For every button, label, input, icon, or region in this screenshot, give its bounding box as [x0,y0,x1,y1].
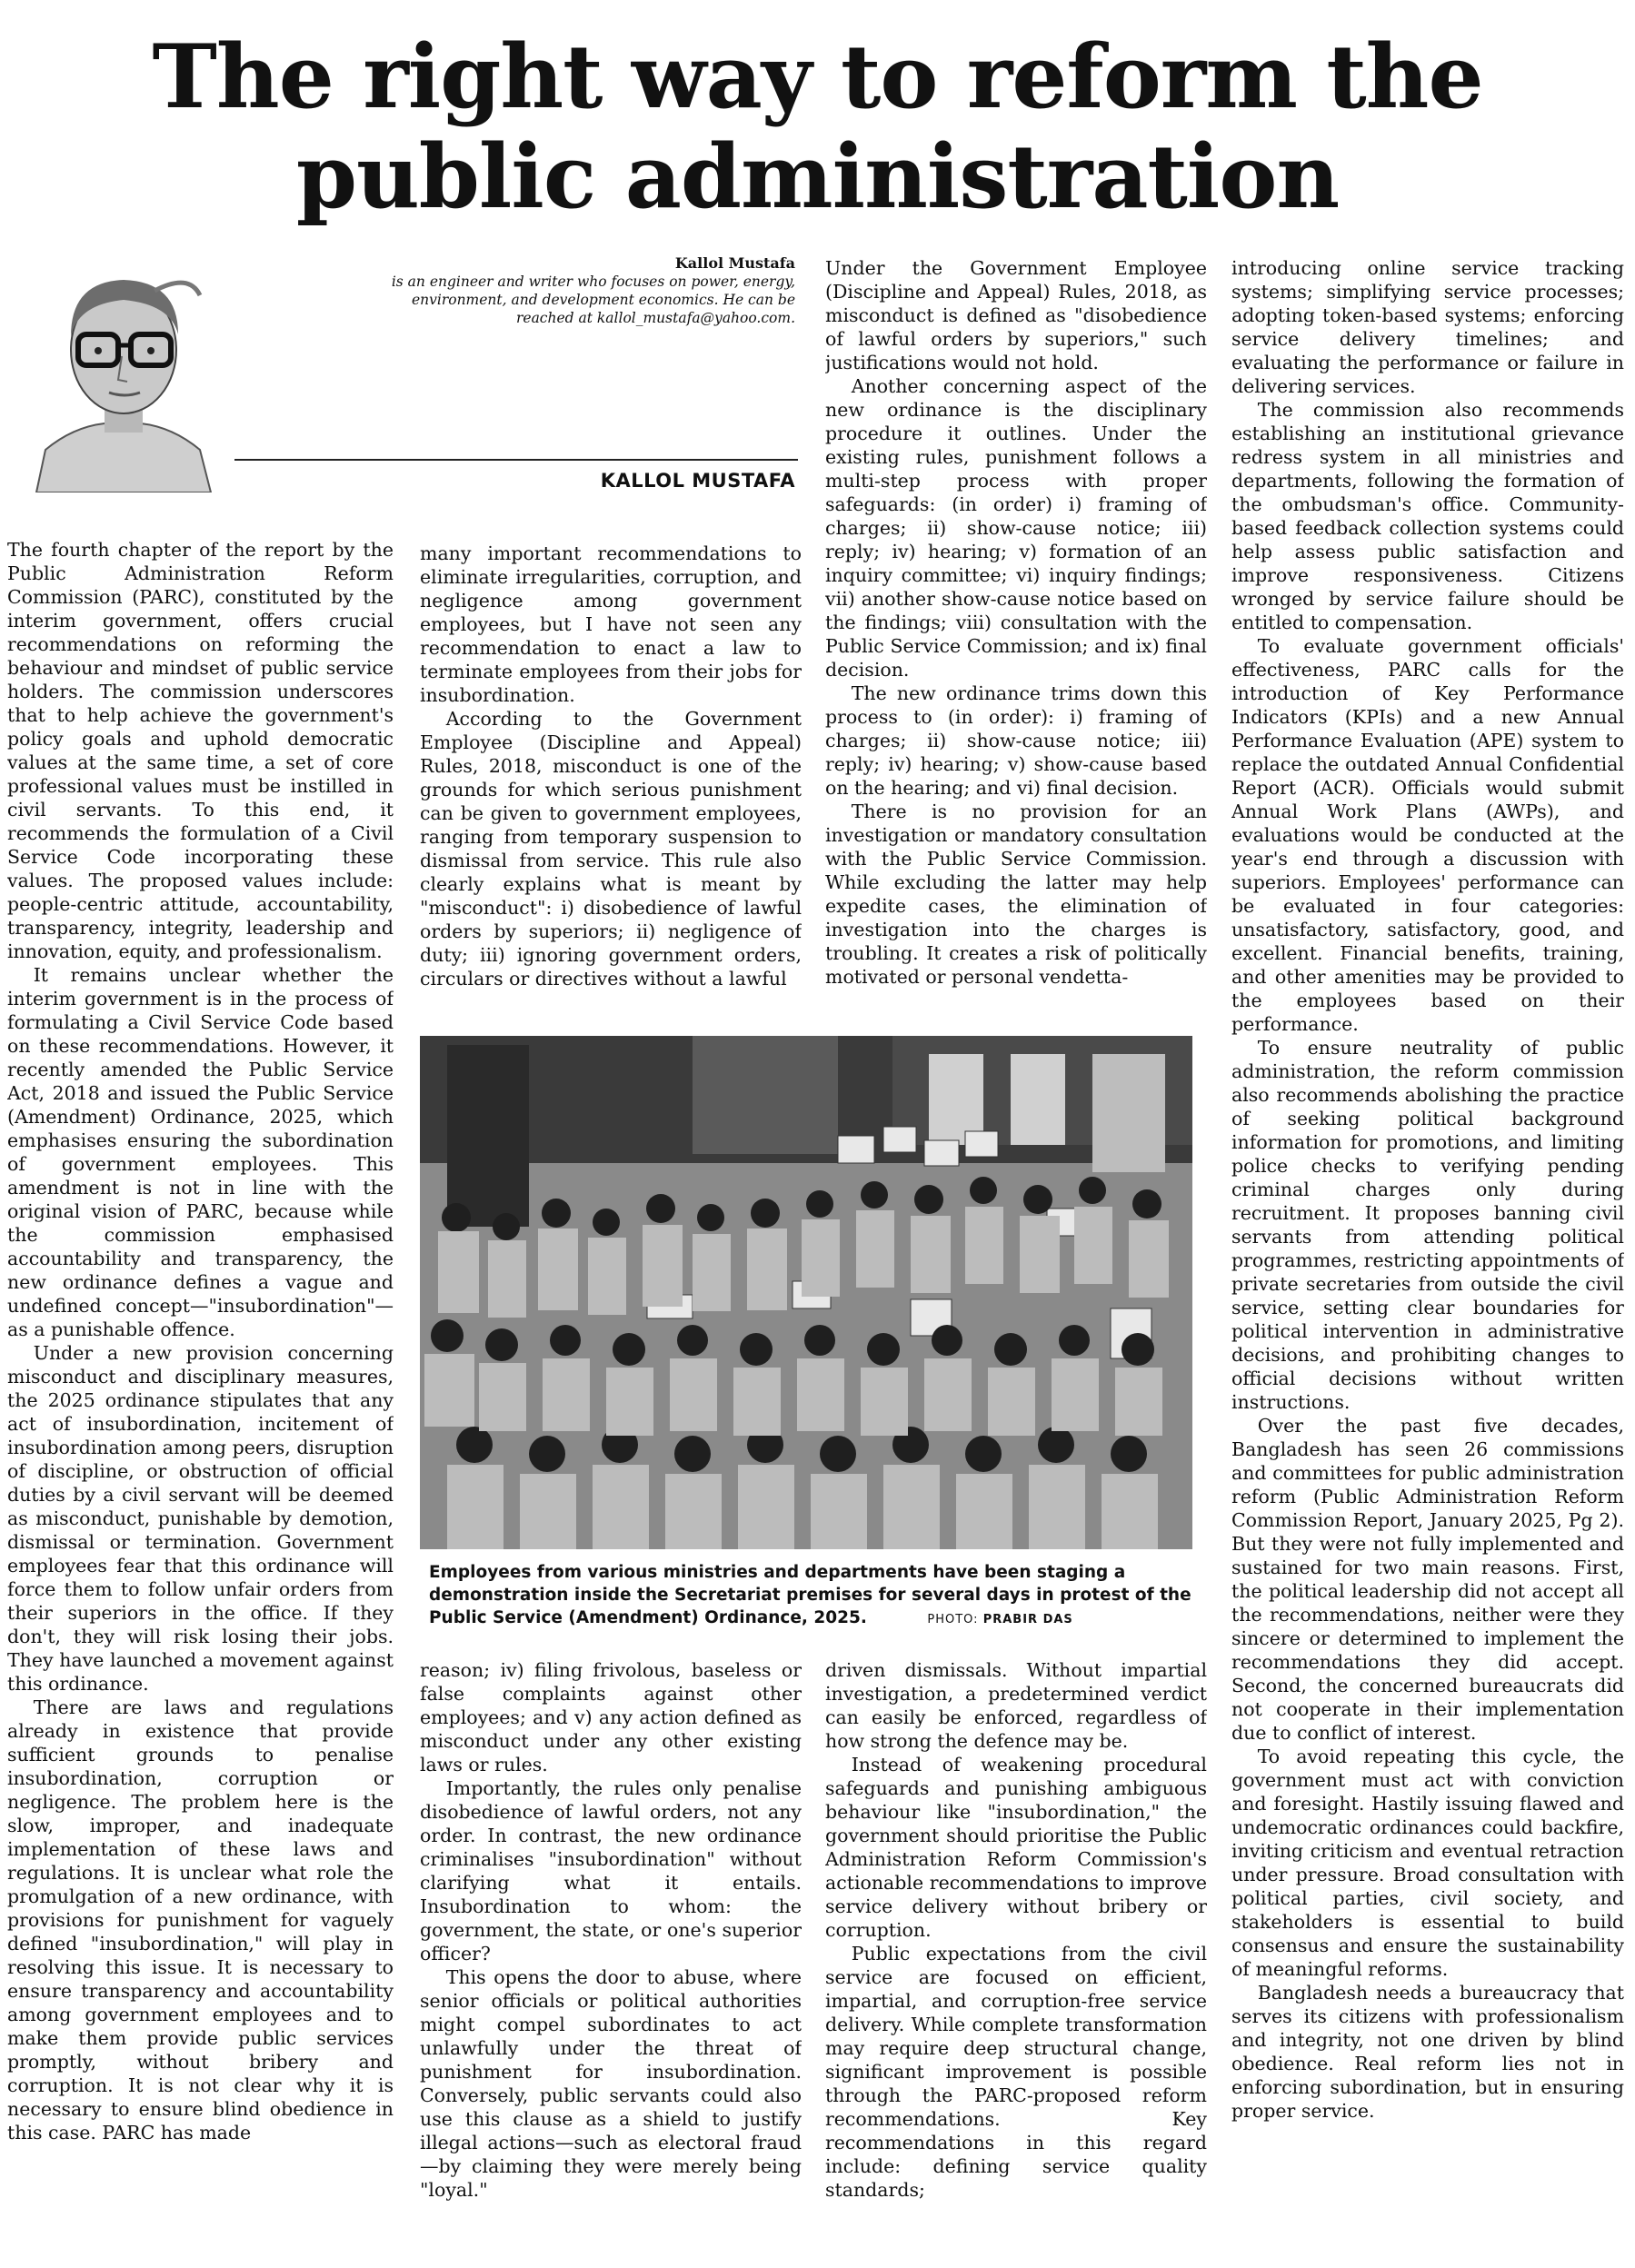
paragraph: introducing online service tracking systems; simplifying service processes; adopting token-based systems; enforcing service delivery timelines; and evaluating the performance or failure in delivering services. [1231,257,1624,397]
photo-caption [429,1561,1192,1631]
column-4 [1231,256,1624,2260]
paragraph: many important recommendations to eliminate irregularities, corruption, and negligence among government employees, but I have not seen any recommendation to enact a law to terminate employees from their jobs for insubordination. [420,542,802,706]
paragraph: The new ordinance trims down this process to (in order): i) framing of charges; ii) show-cause notice; iii) reply; iv) hearing; v) show-cause based on the hearing; and vi) final decision. [825,682,1207,799]
author-portrait [18,254,227,492]
headline: The right way to reform the public administration [152,25,1483,228]
paragraph: Importantly, the rules only penalise disobedience of lawful orders, not any order. In contrast, the new ordinance criminalises "insubordination" without clarifying what it entails. Insubordination to whom: the government, the state, or one's superior officer? [420,1777,802,1965]
paragraph: reason; iv) filing frivolous, baseless or false complaints against other employees; and v) any action defined as misconduct under any other existing laws or rules. [420,1659,802,1776]
column-2-top [420,542,802,1019]
credit-name: PRABIR DAS [982,1613,1073,1626]
column-1 [7,538,394,2255]
paragraph: Public expectations from the civil service are focused on efficient, impartial, and corruption-free service delivery. While complete transformation may require deep structural change, significant improvement is possible through the PARC-proposed reform recommendations. Key recommendations in this regard include: defining service quality standards; [825,1943,1207,2201]
caption-text: Employees from various ministries and departments have been staging a demonstration inside the Secretariat premises for several days in protest of the Public Service (Amendment) Ordinance, 2025. [429,1563,1191,1627]
paragraph: Bangladesh needs a bureaucracy that serves its citizens with professionalism and integrity, not one driven by blind obedience. Real reform lies not in enforcing subordination, but in ensuring proper service. [1231,1982,1624,2122]
column-3-bottom [825,1658,1207,2258]
byline: KALLOL MUSTAFA [600,470,795,492]
paragraph: Over the past five decades, Bangladesh has seen 26 commissions and committees for public administration reform (Public Administration Reform Commission Report, January 2025, Pg 2). But they were not fully implemented and sustained for two main reasons. First, the political leadership did not accept all the recommendations, neither were they sincere or determined to implement the recommendations they did accept. Second, the concerned bureaucrats did not cooperate in their implementation due to conflict of interest. [1231,1415,1624,1744]
paragraph: driven dismissals. Without impartial investigation, a predetermined verdict can easily be enforced, regardless of how strong the defence may be. [825,1659,1207,1752]
paragraph: It remains unclear whether the interim government is in the process of formulating a Civil Service Code based on these recommendations. However, it recently amended the Public Service Act, 2018 and issued the Public Service (Amendment) Ordinance, 2025, which emphasises ensuring the subordination of government employees. This amendment is not in line with the original vision of PARC, because while the commission emphasised accountability and transparency, the new ordinance defines a vague and undefined concept—"insubordination"—as a punishable offence. [7,964,394,1340]
paragraph: Another concerning aspect of the new ordinance is the disciplinary procedure it outlines. Under the existing rules, punishment follows a multi-step process with proper safeguards: (in order) i) framing of charges; ii) show-cause notice; iii) reply; iv) hearing; v) formation of an inquiry committee; vi) inquiry findings; vii) another show-cause notice based on the findings; viii) consultation with the Public Service Commission; and ix) final decision. [825,375,1207,681]
paragraph: According to the Government Employee (Discipline and Appeal) Rules, 2018, misconduct is one of the grounds for which serious punishment can be given to government employees, ranging from temporary suspension to dismissal from service. This rule also clearly explains what is meant by "misconduct": i) disobedience of lawful orders by superiors; ii) negligence of duty; iii) ignoring government orders, circulars or directives without a lawful [420,708,802,990]
paragraph: Under a new provision concerning misconduct and disciplinary measures, the 2025 ordinance stipulates that any act of insubordination, incitement of insubordination among peers, disruption of discipline, or obstruction of official duties by a civil servant will be deemed as misconduct, punishable by demotion, dismissal or termination. Government employees fear that this ordinance will force them to follow unfair orders from their superiors in the office. If they don't, they will risk losing their jobs. They have launched a movement against this ordinance. [7,1342,394,1695]
photo-credit [927,1613,1072,1626]
news-photo [420,1036,1192,1549]
paragraph: The fourth chapter of the report by the Public Administration Reform Commission (PARC), constituted by the interim government, offers crucial recommendations on reforming the behaviour and mindset of public service holders. The commission underscores that to help achieve the government's policy goals and uphold democratic values at the same time, a set of core professional values must be instilled in civil servants. To this end, it recommends the formulation of a Civil Service Code incorporating these values. The proposed values include: people-centric attitude, accountability, transparency, integrity, leadership and innovation, equity, and professionalism. [7,539,394,962]
credit-label: PHOTO: [927,1613,979,1626]
paragraph: There are laws and regulations already in existence that provide sufficient grounds to penalise insubordination, corruption or negligence. The problem here is the slow, improper, and inadequate implementation of these laws and regulations. It is unclear what role the promulgation of a new ordinance, with provisions for punishment for vaguely defined "insubordination," will play in resolving this issue. It is necessary to ensure transparency and accountability among government employees and to make them provide public services promptly, without bribery and corruption. It is not clear why it is necessary to ensure blind obedience in this case. PARC has made [7,1696,394,2144]
paragraph: To evaluate government officials' effectiveness, PARC calls for the introduction of Key Performance Indicators (KPIs) and a new Annual Performance Evaluation (APE) system to replace the outdated Annual Confidential Report (ACR). Officials would submit Annual Work Plans (AWPs), and evaluations would be conducted at the year's end through a discussion with superiors. Employees' performance can be evaluated in four categories: unsatisfactory, satisfactory, good, and excellent. Financial benefits, training, and other amenities may be provided to the employees based on their performance. [1231,635,1624,1035]
protest-photo-illustration [420,1036,1192,1549]
paragraph: This opens the door to abuse, where senior officials or political authorities might compel subordinates to act unlawfully under the threat of punishment for insubordination. Conversely, public servants could also use this clause as a shield to justify illegal actions—such as electoral fraud—by claiming they were merely being "loyal." [420,1966,802,2201]
paragraph: Instead of weakening procedural safeguards and punishing ambiguous behaviour like "insubordination," the government should prioritise the Public Administration Reform Commission's actionable recommendations to improve service delivery without bribery or corruption. [825,1754,1207,1941]
column-3-top [825,256,1207,1020]
author-box [391,254,795,327]
paragraph: Under the Government Employee (Discipline and Appeal) Rules, 2018, as misconduct is defined as "disobedience of lawful orders by superiors," such justifications would not hold. [825,257,1207,373]
column-2-bottom [420,1658,802,2258]
paragraph: The commission also recommends establishing an institutional grievance redress system in all ministries and departments, following the formation of the ombudsman's office. Community-based feedback collection systems could help assess public satisfaction and improve responsiveness. Citizens wronged by service failure should be entitled to compensation. [1231,399,1624,633]
author-name: Kallol Mustafa [674,254,795,272]
paragraph: To avoid repeating this cycle, the government must act with conviction and foresight. Hastily issuing flawed and undemocratic ordinances could backfire, inviting criticism and eventual retraction under pressure. Broad consultation with political parties, civil society, and stakeholders is essential to build consensus and ensure the sustainability of meaningful reforms. [1231,1746,1624,1980]
paragraph: To ensure neutrality of public administration, the reform commission also recommends abolishing the practice of seeking political background information for promotions, and limiting police checks to verifying pending criminal charges only during recruitment. It proposes banning civil servants from attending political programmes, restricting appointments of private secretaries from outside the civil service, setting clear boundaries for political intervention in administrative decisions, and prohibiting changes to official decisions without written instructions. [1231,1037,1624,1413]
author-bio: is an engineer and writer who focuses on power, energy, environment, and development economics. He can be reached at kallol_mustafa@yahoo.com. [391,274,795,326]
paragraph: There is no provision for an investigation or mandatory consultation with the Public Service Commission. While excluding the latter may help expedite cases, the elimination of investigation into the charges is troubling. It creates a risk of politically motivated or personal vendetta- [825,801,1207,988]
byline-rule [234,459,798,461]
